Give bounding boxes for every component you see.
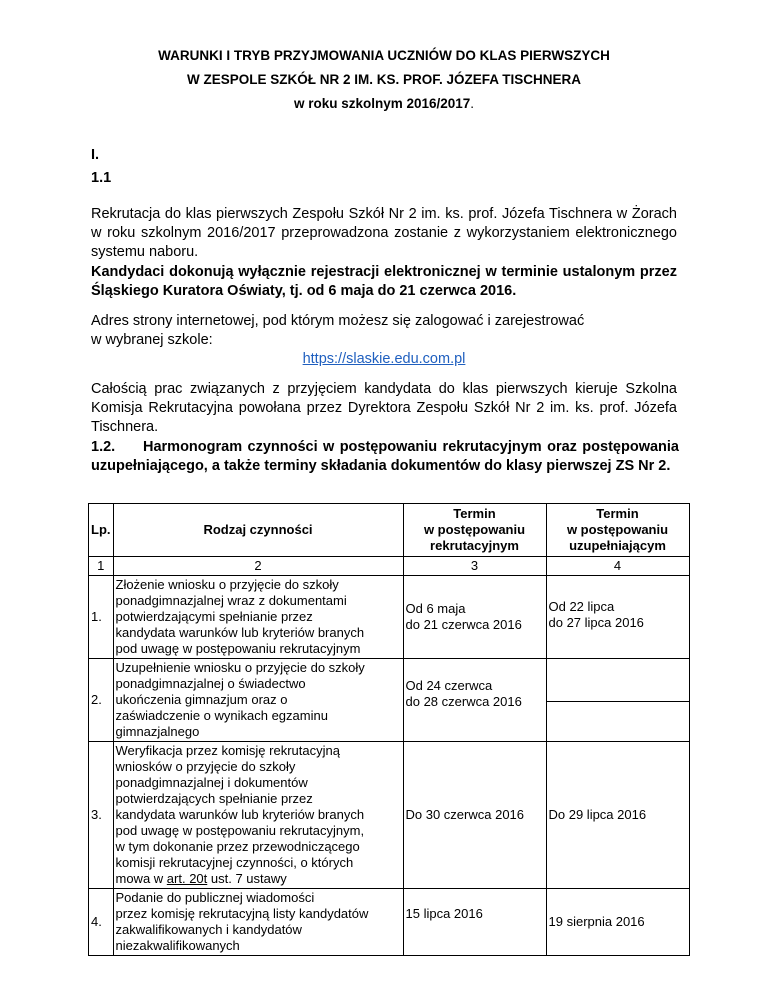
row-description: Podanie do publicznej wiadomości przez komisję rekrutacyjną listy kandydatów zakwalifikowanych i kandydatów niezakwalifikowanych <box>113 889 403 956</box>
row-lp: 4. <box>89 889 114 956</box>
harmonogram-number: 1.2. <box>91 439 116 455</box>
row-lp: 2. <box>89 659 114 742</box>
number-cell: 4 <box>546 557 689 576</box>
row-termin-rekrutacyjne: 15 lipca 2016 <box>403 889 546 956</box>
paragraph-komisja: Całością prac związanych z przyjęciem kandydata do klas pierwszych kieruje Szkolna Komisja Rekrutacyjna powołana przez Dyrektora Zespołu Szkół Nr 2 im. ks. prof. Józefa Tischnera. <box>91 381 677 435</box>
header-rodzaj: Rodzaj czynności <box>113 504 403 557</box>
art-20t-link[interactable]: art. 20t <box>166 871 208 886</box>
row-lp: 3. <box>89 742 114 889</box>
paragraph-adres-line-1: Adres strony internetowej, pod którym możesz się zalogować i zarejestrować <box>91 313 585 329</box>
header-lp: Lp. <box>89 504 114 557</box>
paragraph-harmonogram <box>91 438 679 476</box>
registration-link[interactable]: https://slaskie.edu.com.pl <box>302 351 466 367</box>
section-roman: I. <box>91 147 100 163</box>
number-cell: 2 <box>113 557 403 576</box>
header-line-1: WARUNKI I TRYB PRZYJMOWANIA UCZNIÓW DO KLAS PIERWSZYCH <box>158 48 610 63</box>
header-termin-rekrutacyjne: Termin w postępowaniu rekrutacyjnym <box>403 504 546 557</box>
row-termin-rekrutacyjne: Od 6 maja do 21 czerwca 2016 <box>403 576 546 659</box>
row-termin-uzupelniajace: Od 22 lipca do 27 lipca 2016 <box>546 576 689 659</box>
row-description: Weryfikacja przez komisję rekrutacyjną wniosków o przyjęcie do szkoły ponadgimnazjalnej i dokumentów potwierdzających spełnianie przez kandydata warunków lub kryteriów branych pod uwagę w postępowaniu rekrutacyjnym, w tym dokonanie przez przewodniczącego komisji rekrutacyjnej czynności, o których mowa w art. 20t ust. 7 ustawy <box>113 742 403 889</box>
row-termin-rekrutacyjne: Do 30 czerwca 2016 <box>403 742 546 889</box>
header-line-2: W ZESPOLE SZKÓŁ NR 2 IM. KS. PROF. JÓZEFA TISCHNERA <box>186 72 582 87</box>
table-row <box>89 659 690 742</box>
section-sub: 1.1 <box>91 170 112 186</box>
row-termin-uzupelniajace: Do 29 lipca 2016 <box>546 742 689 889</box>
header-termin-uzupelniajace: Termin w postępowaniu uzupełniającym <box>546 504 689 557</box>
paragraph-kandydaci: Kandydaci dokonują wyłącznie rejestracji elektronicznej w terminie ustalonym przez Śląskiego Kuratora Oświaty, tj. od 6 maja do 21 czerwca 2016. <box>91 264 677 299</box>
schedule-table <box>88 503 690 956</box>
header-line-3: w roku szkolnym 2016/2017. <box>293 96 475 111</box>
table-header-row <box>89 504 690 557</box>
table-row <box>89 576 690 659</box>
row-termin-rekrutacyjne: Od 24 czerwca do 28 czerwca 2016 <box>403 659 546 742</box>
row-description: Złożenie wniosku o przyjęcie do szkoły ponadgimnazjalnej wraz z dokumentami potwierdzającymi spełnianie przez kandydata warunków lub kryteriów branych pod uwagę w postępowaniu rekrutacyjnym <box>113 576 403 659</box>
number-cell: 3 <box>403 557 546 576</box>
row-termin-uzupelniajace-empty <box>546 659 689 742</box>
row-description: Uzupełnienie wniosku o przyjęcie do szkoły ponadgimnazjalnej o świadectwo ukończenia gimnazjum oraz o zaświadczenie o wynikach egzaminu gimnazjalnego <box>113 659 403 742</box>
harmonogram-text: Harmonogram czynności w postępowaniu rekrutacyjnym oraz postępowania uzupełniającego, a także terminy składania dokumentów do klasy pierwszej ZS Nr 2. <box>91 439 679 474</box>
paragraph-adres <box>91 312 677 369</box>
table-number-row <box>89 557 690 576</box>
table-row <box>89 889 690 956</box>
paragraph-rekrutacja: Rekrutacja do klas pierwszych Zespołu Szkół Nr 2 im. ks. prof. Józefa Tischnera w Żorach w roku szkolnym 2016/2017 przeprowadzona zostanie z wykorzystaniem elektronicznego systemu naboru. <box>91 206 677 260</box>
number-cell: 1 <box>89 557 114 576</box>
row-lp: 1. <box>89 576 114 659</box>
paragraph-adres-line-2: w wybranej szkole: <box>91 332 213 348</box>
table-row <box>89 742 690 889</box>
row-termin-uzupelniajace: 19 sierpnia 2016 <box>546 889 689 956</box>
